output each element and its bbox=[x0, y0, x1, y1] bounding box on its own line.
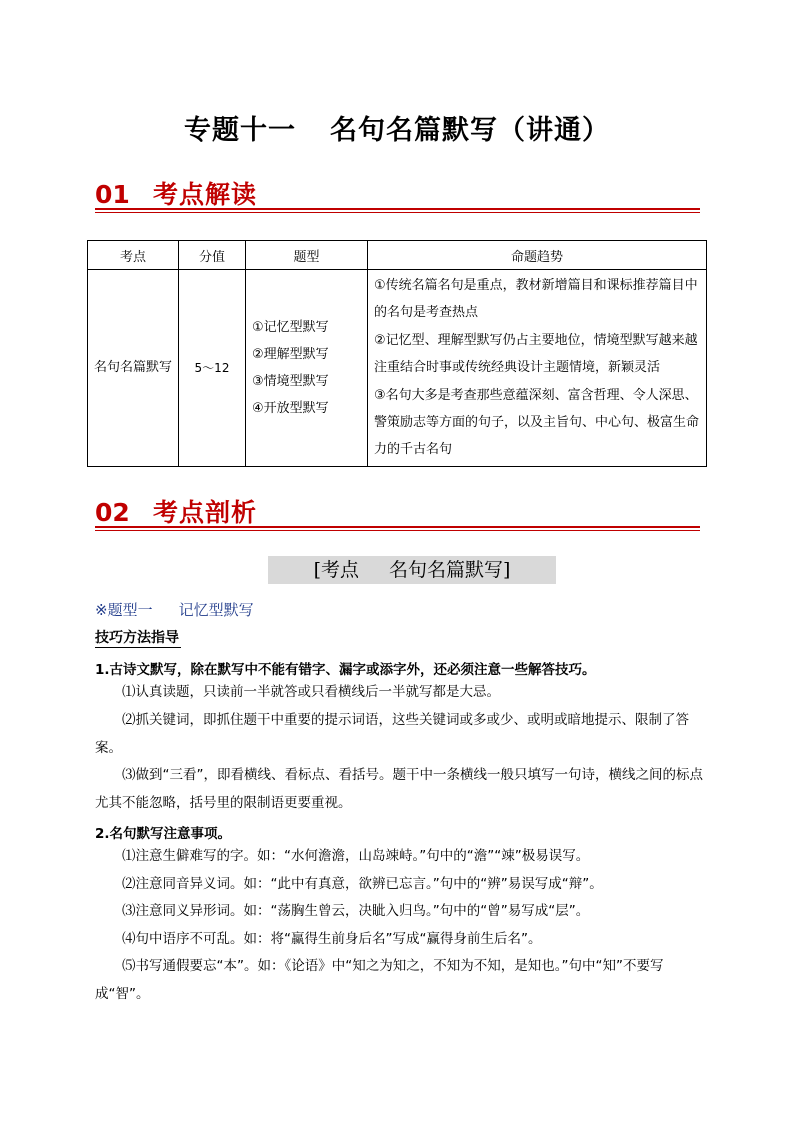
list-item: ⑵注意同音异义词。如：“此中有真意，欲辨已忘言。”句中的“辨”易误写成“辩”。 bbox=[122, 876, 603, 892]
trend-cell bbox=[368, 270, 707, 467]
list-item: ⑶做到“三看”，即看横线、看标点、看括号。题干中一条横线一般只填写一句诗，横线之间的标点尤其不能忽略，括号里的限制语更要重视。 bbox=[95, 767, 703, 811]
exam-point-table bbox=[87, 240, 707, 467]
part1-heading: 1.古诗文默写，除在默写中不能有错字、漏字或添字外，还必须注意一些解答技巧。 bbox=[95, 662, 596, 678]
section-1-heading bbox=[95, 180, 700, 212]
type-item: ③情境型默写 bbox=[252, 373, 329, 389]
title-part2: 名句名篇默写（讲通） bbox=[330, 115, 610, 146]
table-row bbox=[88, 270, 707, 467]
exam-point-banner bbox=[268, 556, 556, 584]
divider bbox=[95, 208, 700, 210]
list-item: ⑴注意生僻难写的字。如：“水何澹澹，山岛竦峙。”句中的“澹”“竦”极易误写。 bbox=[122, 848, 590, 864]
question-type-heading bbox=[95, 599, 254, 620]
type-item: ④开放型默写 bbox=[252, 400, 329, 416]
list-item: ⑷句中语序不可乱。如：将“赢得生前身后名”写成“赢得身前生后名”。 bbox=[122, 931, 542, 947]
score-cell: 5～12 bbox=[179, 270, 246, 467]
list-item: ⑴认真读题，只读前一半就答或只看横线后一半就写都是大忌。 bbox=[122, 684, 500, 700]
tips-heading: 技巧方法指导 bbox=[95, 627, 181, 648]
question-type-name: 记忆型默写 bbox=[178, 601, 254, 619]
divider bbox=[95, 526, 700, 528]
type-item: ①记忆型默写 bbox=[252, 319, 329, 335]
section-number: 01 bbox=[95, 180, 130, 209]
part2-heading: 2.名句默写注意事项。 bbox=[95, 826, 232, 842]
trend-item: ②记忆型、理解型默写仍占主要地位，情境型默写越来越注重结合时事或传统经典设计主题情境，新颖灵活 bbox=[374, 332, 698, 376]
banner-right: 名句名篇默写] bbox=[389, 559, 511, 581]
section-2-heading bbox=[95, 498, 700, 530]
column-header: 题型 bbox=[246, 241, 368, 270]
point-cell: 名句名篇默写 bbox=[88, 270, 179, 467]
section-title: 考点剖析 bbox=[153, 498, 258, 527]
list-item: ⑶注意同义异形词。如：“荡胸生曾云，决眦入归鸟。”句中的“曾”易写成“层”。 bbox=[122, 903, 590, 919]
section-title: 考点解读 bbox=[153, 180, 258, 209]
page-title bbox=[0, 108, 794, 147]
question-type-label: ※题型一 bbox=[95, 601, 153, 619]
type-item: ②理解型默写 bbox=[252, 346, 329, 362]
list-item: ⑵抓关键词，即抓住题干中重要的提示词语，这些关键词或多或少、或明或暗地提示、限制了答案。 bbox=[95, 712, 689, 756]
divider bbox=[95, 212, 700, 213]
column-header: 考点 bbox=[88, 241, 179, 270]
trend-item: ①传统名篇名句是重点，教材新增篇目和课标推荐篇目中的名句是考查热点 bbox=[374, 278, 698, 321]
title-part1: 专题十一 bbox=[184, 115, 296, 146]
divider bbox=[95, 530, 700, 531]
types-cell bbox=[246, 270, 368, 467]
list-item: ⑸书写通假要忘“本”。如：《论语》中“知之为知之，不知为不知，是知也。”句中“知”不要写成“智”。 bbox=[95, 958, 664, 1002]
banner-left: [考点 bbox=[313, 559, 359, 581]
column-header: 命题趋势 bbox=[368, 241, 707, 270]
trend-item: ③名句大多是考查那些意蕴深刻、富含哲理、令人深思、警策励志等方面的句子，以及主旨句、中心句、极富生命力的千古名句 bbox=[374, 387, 700, 458]
column-header: 分值 bbox=[179, 241, 246, 270]
table-header-row bbox=[88, 241, 707, 270]
section-number: 02 bbox=[95, 498, 130, 527]
